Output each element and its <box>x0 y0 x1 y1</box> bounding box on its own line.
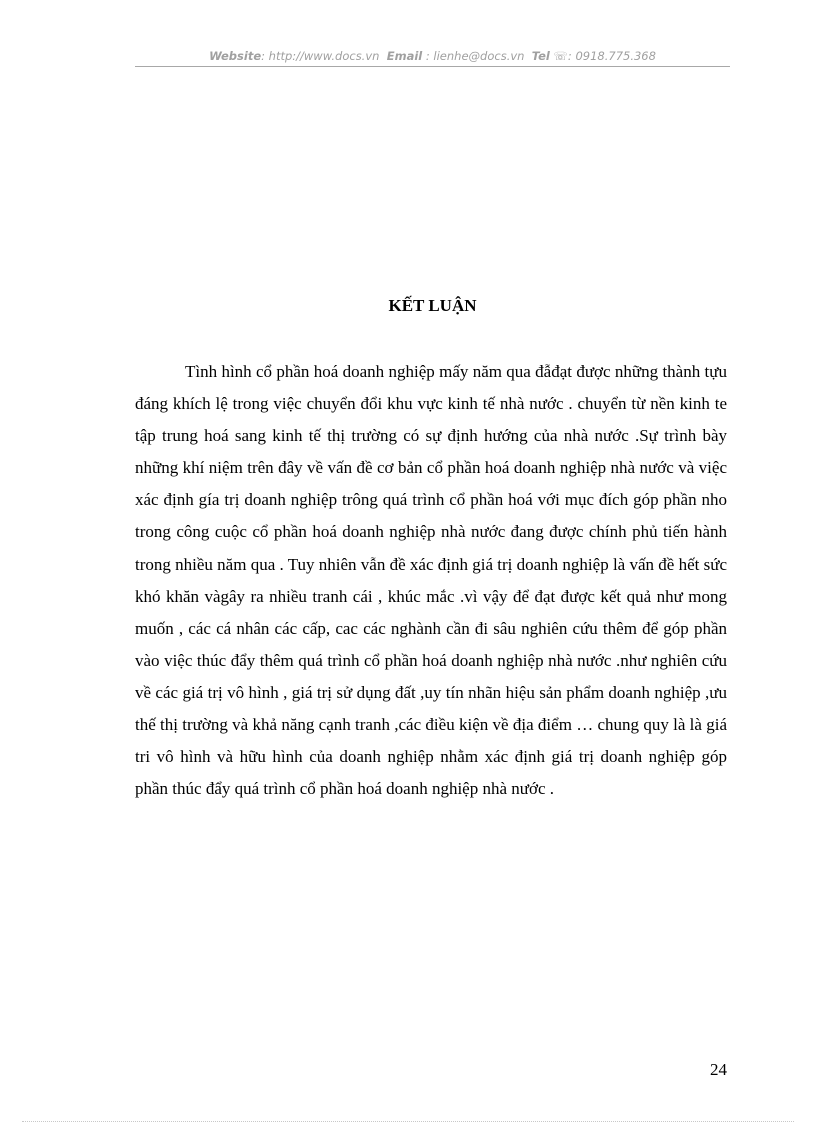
page-number: 24 <box>710 1060 727 1079</box>
website-value: : http://www.docs.vn <box>261 49 380 63</box>
website-label: Website <box>209 49 262 63</box>
page-header <box>135 48 730 64</box>
tel-label: Tel <box>531 49 550 63</box>
document-title: KẾT LUẬN <box>388 296 477 315</box>
email-label: Email <box>386 49 423 63</box>
email-value: : lienhe@docs.vn <box>425 49 525 63</box>
tel-value: : 0918.775.368 <box>567 49 656 63</box>
body-paragraph: Tình hình cổ phần hoá doanh nghiệp mấy năm qua đẫđạt được những thành tựu đáng khích lệ trong việc chuyển đổi khu vực kinh tế nhà nước . chuyển từ nền kinh te tập trung hoá sang kinh tế thị trường có sự định hướng của nhà nước .Sự trình bày những khí niệm trên đây về vấn đề cơ bản cổ phần hoá doanh nghiệp nhà nước và việc xác định gía trị doanh nghiệp trông quá trình cổ phần hoá với mục đích góp phần nho trong công cuộc cổ phần hoá doanh nghiệp nhà nước đang được chính phủ tiến hành trong nhiều năm qua . Tuy nhiên vẫn đề xác định giá trị doanh nghiệp là vấn đề hết sức khó khăn vàgây ra nhiều tranh cái , khúc mắc .vì vậy để đạt được kết quả như mong muốn , các cá nhân các cấp, cac các nghành cần đi sâu nghiên cứu thêm để góp phần vào việc thúc đẩy thêm quá trình cổ phần hoá doanh nghiệp nhà nước .như nghiên cứu về các giá trị vô hình , giá trị sử dụng đất ,uy tín nhãn hiệu sản phẩm doanh nghiệp ,ưu thế thị trường và khả năng cạnh tranh ,các điều kiện về địa điểm … chung quy là là giá tri vô hình và hữu hình của doanh nghiệp nhằm xác định giá trị doanh nghiệp góp phần thúc đẩy quá trình cổ phần hoá doanh nghiệp nhà nước . <box>135 362 727 799</box>
header-divider <box>135 66 730 67</box>
phone-icon: ☏ <box>553 49 568 63</box>
footer-divider <box>22 1121 794 1122</box>
